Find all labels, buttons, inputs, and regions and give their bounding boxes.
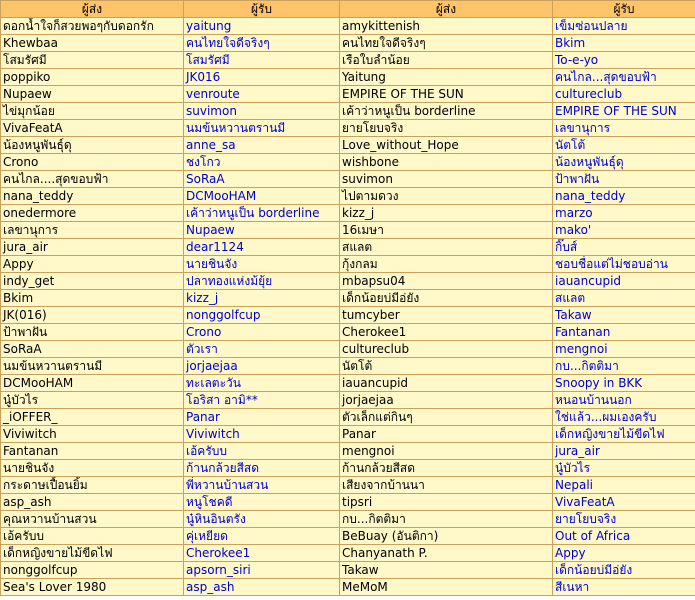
receiver-cell: Takaw: [553, 307, 695, 324]
sender-cell: Fantanan: [1, 443, 184, 460]
receiver-cell: Viviwitch: [184, 426, 340, 443]
table-row: [1, 290, 695, 307]
sender-cell: nana_teddy: [1, 188, 184, 205]
sender-cell: กระดาษเปื้อนยิ้ม: [1, 477, 184, 494]
receiver-cell: นายชินจัง: [184, 256, 340, 273]
sender-cell: ป้าพาฝัน: [1, 324, 184, 341]
sender-cell: Panar: [340, 426, 553, 443]
receiver-cell: suvimon: [184, 103, 340, 120]
receiver-cell: SoRaA: [184, 171, 340, 188]
receiver-cell: เด็กหญิงขายไม้ขีดไฟ: [553, 426, 695, 443]
receiver-cell: สีเนหา: [553, 579, 695, 596]
table-row: [1, 443, 695, 460]
table-row: [1, 103, 695, 120]
table-row: [1, 86, 695, 103]
sender-cell: ตัวเล็กแต่กินๆ: [340, 409, 553, 426]
sender-cell: ไปตามดวง: [340, 188, 553, 205]
table-row: [1, 528, 695, 545]
table-row: [1, 511, 695, 528]
receiver-cell: ป้าพาฝัน: [553, 171, 695, 188]
sender-cell: indy_get: [1, 273, 184, 290]
receiver-cell: นัตโต้: [553, 137, 695, 154]
receiver-cell: mengnoi: [553, 341, 695, 358]
receiver-cell: Panar: [184, 409, 340, 426]
receiver-cell: Fantanan: [553, 324, 695, 341]
sender-cell: kizz_j: [340, 205, 553, 222]
table-row: [1, 307, 695, 324]
sender-cell: _iOFFER_: [1, 409, 184, 426]
sender-cell: กุ้งกลม: [340, 256, 553, 273]
sender-cell: เค้าว่าหนูเป็น borderline: [340, 103, 553, 120]
table-row: [1, 324, 695, 341]
sender-cell: SoRaA: [1, 341, 184, 358]
sender-cell: คุณหวานบ้านสวน: [1, 511, 184, 528]
table-row: [1, 35, 695, 52]
receiver-cell: anne_sa: [184, 137, 340, 154]
table-row: [1, 154, 695, 171]
receiver-cell: yaitung: [184, 18, 340, 35]
sender-cell: เสียงจากบ้านนา: [340, 477, 553, 494]
sender-cell: Yaitung: [340, 69, 553, 86]
sender-cell: jura_air: [1, 239, 184, 256]
receiver-cell: เข็มซ่อนปลาย: [553, 18, 695, 35]
receiver-cell: ใช่แล้ว...ผมเองครับ: [553, 409, 695, 426]
sender-cell: onedermore: [1, 205, 184, 222]
table-row: [1, 579, 695, 596]
table-row: [1, 494, 695, 511]
receiver-cell: cultureclub: [553, 86, 695, 103]
receiver-cell: iauancupid: [553, 273, 695, 290]
receiver-cell: คนไกล...สุดขอบฟ้า: [553, 69, 695, 86]
sender-cell: mengnoi: [340, 443, 553, 460]
receiver-cell: คนไทยใจดีจริงๆ: [184, 35, 340, 52]
sender-cell: nonggolfcup: [1, 562, 184, 579]
sender-cell: Love_without_Hope: [340, 137, 553, 154]
sender-cell: ยายโยบจริง: [340, 120, 553, 137]
sender-cell: Appy: [1, 256, 184, 273]
table-row: [1, 375, 695, 392]
table-row: [1, 460, 695, 477]
receiver-cell: นู๋บัวไร: [553, 460, 695, 477]
receiver-cell: marzo: [553, 205, 695, 222]
receiver-cell: ตัวเรา: [184, 341, 340, 358]
receiver-cell: nana_teddy: [553, 188, 695, 205]
sender-cell: tipsri: [340, 494, 553, 511]
sender-cell: poppiko: [1, 69, 184, 86]
receiver-cell: Nepali: [553, 477, 695, 494]
sender-cell: Crono: [1, 154, 184, 171]
receiver-cell: JK016: [184, 69, 340, 86]
sender-cell: นู๋บัวไร: [1, 392, 184, 409]
receiver-cell: หนอนบ้านนอก: [553, 392, 695, 409]
receiver-cell: venroute: [184, 86, 340, 103]
receiver-cell: กิ๊บส์: [553, 239, 695, 256]
header-sender-1: ผู้ส่ง: [1, 1, 184, 18]
sender-cell: suvimon: [340, 171, 553, 188]
receiver-cell: คุ่เหยียด: [184, 528, 340, 545]
table-row: [1, 273, 695, 290]
header-receiver-1: ผู้รับ: [184, 1, 340, 18]
receiver-cell: ยายโยบจริง: [553, 511, 695, 528]
receiver-cell: DCMooHAM: [184, 188, 340, 205]
receiver-cell: เค้าว่าหนูเป็น borderline: [184, 205, 340, 222]
table-row: [1, 358, 695, 375]
table-row: [1, 18, 695, 35]
table-row: [1, 409, 695, 426]
receiver-cell: ชงโกว: [184, 154, 340, 171]
table-row: [1, 137, 695, 154]
table-row: [1, 545, 695, 562]
sender-cell: JK(016): [1, 307, 184, 324]
sender-cell: คนไกล....สุดขอบฟ้า: [1, 171, 184, 188]
sender-cell: DCMooHAM: [1, 375, 184, 392]
receiver-cell: To-e-yo: [553, 52, 695, 69]
table-row: [1, 120, 695, 137]
receiver-cell: โสมรัศมี: [184, 52, 340, 69]
receiver-cell: mako': [553, 222, 695, 239]
receiver-cell: jorjaejaa: [184, 358, 340, 375]
table-row: [1, 477, 695, 494]
sender-cell: iauancupid: [340, 375, 553, 392]
receiver-cell: nonggolfcup: [184, 307, 340, 324]
sender-cell: น้องหนูพันธุ์ดุ: [1, 137, 184, 154]
receiver-cell: kizz_j: [184, 290, 340, 307]
receiver-cell: Bkim: [553, 35, 695, 52]
sender-cell: ก้านกล้วยสีสด: [340, 460, 553, 477]
table-row: [1, 256, 695, 273]
sender-cell: EMPIRE OF THE SUN: [340, 86, 553, 103]
receiver-cell: EMPIRE OF THE SUN: [553, 103, 695, 120]
receiver-cell: โอริสา อามิ**: [184, 392, 340, 409]
receiver-cell: asp_ash: [184, 579, 340, 596]
sender-cell: mbapsu04: [340, 273, 553, 290]
receiver-cell: ชอบชื่อแต่ไม่ชอบอ่าน: [553, 256, 695, 273]
sender-cell: Viviwitch: [1, 426, 184, 443]
sender-cell: เด็กน้อยบ่มีอ่ยัง: [340, 290, 553, 307]
sender-cell: เรือใบลำน้อย: [340, 52, 553, 69]
sender-cell: เด็กหญิงขายไม้ขีดไฟ: [1, 545, 184, 562]
sender-cell: Bkim: [1, 290, 184, 307]
receiver-cell: เด็กน้อยบ่มีอ่ยัง: [553, 562, 695, 579]
receiver-cell: Nupaew: [184, 222, 340, 239]
sender-cell: wishbone: [340, 154, 553, 171]
header-row: [1, 1, 695, 18]
sender-cell: Takaw: [340, 562, 553, 579]
sender-cell: สแลต: [340, 239, 553, 256]
receiver-cell: พี่หวานบ้านสวน: [184, 477, 340, 494]
sender-cell: คนไทยใจดีจริงๆ: [340, 35, 553, 52]
receiver-cell: น้องหนูพันธุ์ดุ: [553, 154, 695, 171]
receiver-cell: Appy: [553, 545, 695, 562]
receiver-cell: apsorn_siri: [184, 562, 340, 579]
receiver-cell: เอ้ครับบ: [184, 443, 340, 460]
table-row: [1, 69, 695, 86]
receiver-cell: หนูโชคดี: [184, 494, 340, 511]
sender-cell: jorjaejaa: [340, 392, 553, 409]
receiver-cell: เลขานุการ: [553, 120, 695, 137]
sender-cell: VivaFeatA: [1, 120, 184, 137]
receiver-cell: นมข้นหวานตรานมี: [184, 120, 340, 137]
sender-cell: amykittenish: [340, 18, 553, 35]
receiver-cell: Snoopy in BKK: [553, 375, 695, 392]
sender-cell: โสมรัศมี: [1, 52, 184, 69]
receiver-cell: Cherokee1: [184, 545, 340, 562]
table-row: [1, 171, 695, 188]
table-row: [1, 188, 695, 205]
sender-cell: asp_ash: [1, 494, 184, 511]
receiver-cell: นู๋หินอินตรัง: [184, 511, 340, 528]
sender-cell: MeMoM: [340, 579, 553, 596]
receiver-cell: Crono: [184, 324, 340, 341]
sender-cell: เลขานุการ: [1, 222, 184, 239]
sender-cell: นัตโต้: [340, 358, 553, 375]
sender-cell: 16เมษา: [340, 222, 553, 239]
sender-cell: Khewbaa: [1, 35, 184, 52]
sender-cell: นายชินจัง: [1, 460, 184, 477]
table-row: [1, 562, 695, 579]
table-row: [1, 392, 695, 409]
sender-cell: BeBuay (อันติกา): [340, 528, 553, 545]
receiver-cell: ก้านกล้วยสีสด: [184, 460, 340, 477]
sender-cell: เอ้ครับบ: [1, 528, 184, 545]
receiver-cell: กบ...กิตติมา: [553, 358, 695, 375]
receiver-cell: สแลต: [553, 290, 695, 307]
sender-cell: Chanyanath P.: [340, 545, 553, 562]
sender-cell: Cherokee1: [340, 324, 553, 341]
sender-cell: กบ...กิตติมา: [340, 511, 553, 528]
header-sender-2: ผู้ส่ง: [340, 1, 553, 18]
receiver-cell: jura_air: [553, 443, 695, 460]
sender-cell: นมข้นหวานตรานมี: [1, 358, 184, 375]
sender-cell: cultureclub: [340, 341, 553, 358]
table-row: [1, 426, 695, 443]
receiver-cell: ทะเลตะวัน: [184, 375, 340, 392]
table-row: [1, 52, 695, 69]
receiver-cell: Out of Africa: [553, 528, 695, 545]
sender-cell: ไข่มุกน้อย: [1, 103, 184, 120]
sender-cell: ดอกน้ำใจก็สวยพอๆกับดอกรัก: [1, 18, 184, 35]
header-receiver-2: ผู้รับ: [553, 1, 695, 18]
receiver-cell: ปลาทองแห่งม้ยุ้ย: [184, 273, 340, 290]
table-row: [1, 239, 695, 256]
sender-cell: Nupaew: [1, 86, 184, 103]
receiver-cell: VivaFeatA: [553, 494, 695, 511]
table-row: [1, 341, 695, 358]
table-row: [1, 205, 695, 222]
receiver-cell: dear1124: [184, 239, 340, 256]
sender-cell: Sea's Lover 1980: [1, 579, 184, 596]
table-row: [1, 222, 695, 239]
sender-cell: tumcyber: [340, 307, 553, 324]
